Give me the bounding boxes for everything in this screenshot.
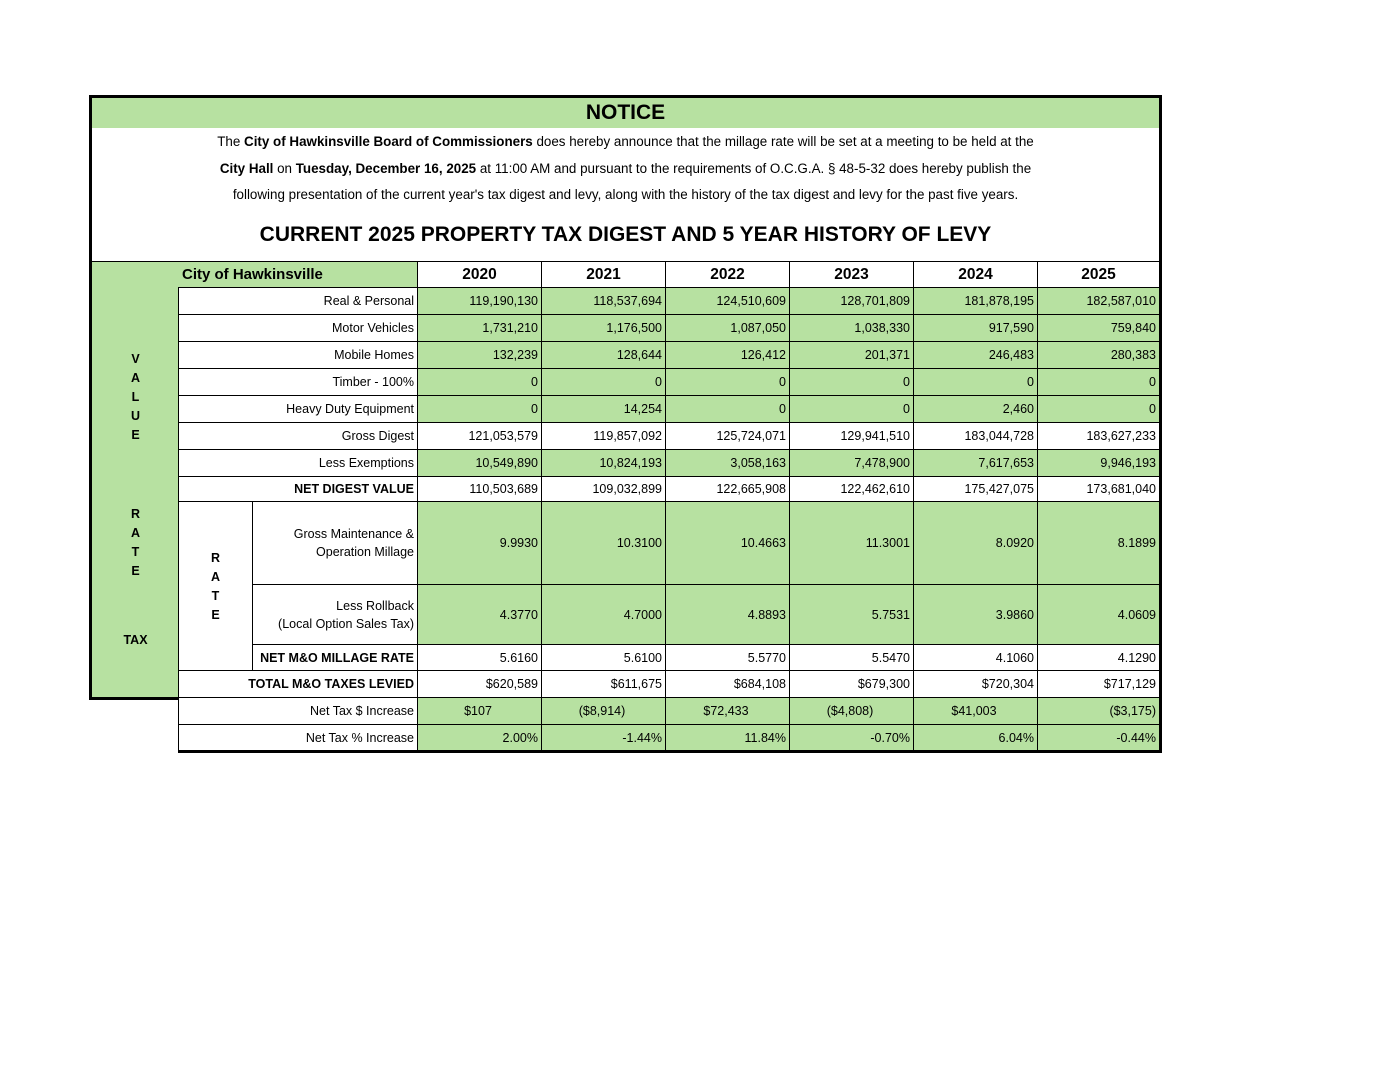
year-header: 2023 bbox=[789, 261, 914, 288]
value-cell: 125,724,071 bbox=[665, 422, 790, 450]
value-cell: 1,038,330 bbox=[789, 314, 914, 342]
inner-rate-label: R A T E bbox=[178, 501, 253, 671]
value-cell: 5.7531 bbox=[789, 584, 914, 645]
year-header: 2021 bbox=[541, 261, 666, 288]
value-cell: 4.0609 bbox=[1037, 584, 1162, 645]
value-cell: 917,590 bbox=[913, 314, 1038, 342]
value-cell: -0.44% bbox=[1037, 724, 1162, 753]
value-cell: 0 bbox=[1037, 395, 1162, 423]
value-cell: $72,433 bbox=[665, 697, 790, 725]
value-cell: ($8,914) bbox=[541, 697, 666, 725]
value-cell: 10,549,890 bbox=[417, 449, 542, 477]
value-cell: 0 bbox=[417, 395, 542, 423]
value-cell: 0 bbox=[541, 368, 666, 396]
value-cell: 119,190,130 bbox=[417, 287, 542, 315]
value-cell: $717,129 bbox=[1037, 670, 1162, 698]
value-cell: 183,044,728 bbox=[913, 422, 1038, 450]
value-cell: 0 bbox=[789, 368, 914, 396]
value-cell: 119,857,092 bbox=[541, 422, 666, 450]
value-cell: 8.0920 bbox=[913, 501, 1038, 585]
value-cell: $107 bbox=[417, 697, 542, 725]
value-cell: 0 bbox=[417, 368, 542, 396]
notice-text bbox=[89, 128, 1162, 209]
value-cell: 7,617,653 bbox=[913, 449, 1038, 477]
row-label: NET DIGEST VALUE bbox=[178, 476, 418, 502]
value-cell: 1,731,210 bbox=[417, 314, 542, 342]
row-label: Gross Digest bbox=[178, 422, 418, 450]
row-label: Mobile Homes bbox=[178, 341, 418, 369]
notice-line-2: City Hall on Tuesday, December 16, 2025 at 11:00 AM and pursuant to the requirements of O.C.G.A. § 48-5-32 does hereby publish the bbox=[219, 160, 1032, 176]
value-cell: 129,941,510 bbox=[789, 422, 914, 450]
value-cell: 181,878,195 bbox=[913, 287, 1038, 315]
value-cell: 5.5470 bbox=[789, 644, 914, 671]
value-cell: 9.9930 bbox=[417, 501, 542, 585]
value-cell: 10,824,193 bbox=[541, 449, 666, 477]
value-cell: 246,483 bbox=[913, 341, 1038, 369]
value-cell: 128,644 bbox=[541, 341, 666, 369]
row-label: Less Rollback (Local Option Sales Tax) bbox=[252, 584, 418, 645]
value-cell: 5.5770 bbox=[665, 644, 790, 671]
value-cell: 4.7000 bbox=[541, 584, 666, 645]
value-cell: 5.6100 bbox=[541, 644, 666, 671]
value-cell: 0 bbox=[789, 395, 914, 423]
value-cell: 183,627,233 bbox=[1037, 422, 1162, 450]
value-cell: 109,032,899 bbox=[541, 476, 666, 502]
value-cell: 118,537,694 bbox=[541, 287, 666, 315]
main-title: CURRENT 2025 PROPERTY TAX DIGEST AND 5 YEAR HISTORY OF LEVY bbox=[89, 208, 1162, 262]
value-side-label: V A L U E bbox=[89, 287, 179, 502]
value-cell: 173,681,040 bbox=[1037, 476, 1162, 502]
row-label: Real & Personal bbox=[178, 287, 418, 315]
value-cell: 4.8893 bbox=[665, 584, 790, 645]
value-cell: ($3,175) bbox=[1037, 697, 1162, 725]
value-cell: 2.00% bbox=[417, 724, 542, 753]
value-cell: 2,460 bbox=[913, 395, 1038, 423]
value-cell: 201,371 bbox=[789, 341, 914, 369]
value-cell: 4.1290 bbox=[1037, 644, 1162, 671]
city-header: City of Hawkinsville bbox=[89, 261, 418, 288]
year-header: 2020 bbox=[417, 261, 542, 288]
value-cell: 1,176,500 bbox=[541, 314, 666, 342]
value-cell: $720,304 bbox=[913, 670, 1038, 698]
value-cell: $611,675 bbox=[541, 670, 666, 698]
value-cell: 182,587,010 bbox=[1037, 287, 1162, 315]
value-cell: 122,665,908 bbox=[665, 476, 790, 502]
value-cell: -1.44% bbox=[541, 724, 666, 753]
row-label: Net Tax $ Increase bbox=[178, 697, 418, 725]
value-cell: 110,503,689 bbox=[417, 476, 542, 502]
value-cell: 132,239 bbox=[417, 341, 542, 369]
value-cell: 128,701,809 bbox=[789, 287, 914, 315]
value-cell: -0.70% bbox=[789, 724, 914, 753]
value-cell: 9,946,193 bbox=[1037, 449, 1162, 477]
row-label: Net Tax % Increase bbox=[178, 724, 418, 753]
row-label: Gross Maintenance & Operation Millage bbox=[252, 501, 418, 585]
value-cell: 0 bbox=[665, 368, 790, 396]
value-cell: $679,300 bbox=[789, 670, 914, 698]
value-cell: 126,412 bbox=[665, 341, 790, 369]
value-cell: 14,254 bbox=[541, 395, 666, 423]
row-label: NET M&O MILLAGE RATE bbox=[252, 644, 418, 671]
notice-line-3: following presentation of the current year's tax digest and levy, along with the history of the tax digest and levy for the past five years. bbox=[232, 187, 1019, 202]
row-label: Timber - 100% bbox=[178, 368, 418, 396]
value-cell: 6.04% bbox=[913, 724, 1038, 753]
value-cell: 3.9860 bbox=[913, 584, 1038, 645]
value-cell: 124,510,609 bbox=[665, 287, 790, 315]
value-cell: 0 bbox=[913, 368, 1038, 396]
value-cell: 8.1899 bbox=[1037, 501, 1162, 585]
value-cell: 122,462,610 bbox=[789, 476, 914, 502]
year-header: 2025 bbox=[1037, 261, 1162, 288]
value-cell: 11.84% bbox=[665, 724, 790, 753]
value-cell: 11.3001 bbox=[789, 501, 914, 585]
value-cell: $684,108 bbox=[665, 670, 790, 698]
year-header: 2024 bbox=[913, 261, 1038, 288]
value-cell: 759,840 bbox=[1037, 314, 1162, 342]
value-cell: 3,058,163 bbox=[665, 449, 790, 477]
value-cell: ($4,808) bbox=[789, 697, 914, 725]
row-label: Less Exemptions bbox=[178, 449, 418, 477]
notice-title: NOTICE bbox=[89, 95, 1162, 129]
row-label: Heavy Duty Equipment bbox=[178, 395, 418, 423]
notice-line-1: The City of Hawkinsville Board of Commissioners does hereby announce that the millage rate will be set at a meeting to be held at the bbox=[217, 134, 1034, 149]
value-cell: 280,383 bbox=[1037, 341, 1162, 369]
value-cell: 4.3770 bbox=[417, 584, 542, 645]
value-cell: 0 bbox=[1037, 368, 1162, 396]
value-cell: 7,478,900 bbox=[789, 449, 914, 477]
value-cell: 10.4663 bbox=[665, 501, 790, 585]
row-label: Motor Vehicles bbox=[178, 314, 418, 342]
value-cell: 5.6160 bbox=[417, 644, 542, 671]
row-label: TOTAL M&O TAXES LEVIED bbox=[178, 670, 418, 698]
value-cell: 10.3100 bbox=[541, 501, 666, 585]
value-cell: $620,589 bbox=[417, 670, 542, 698]
rate-side-label: R A T E bbox=[89, 501, 179, 585]
value-cell: 4.1060 bbox=[913, 644, 1038, 671]
value-cell: 121,053,579 bbox=[417, 422, 542, 450]
year-header: 2022 bbox=[665, 261, 790, 288]
value-cell: 175,427,075 bbox=[913, 476, 1038, 502]
value-cell: $41,003 bbox=[913, 697, 1038, 725]
value-cell: 0 bbox=[665, 395, 790, 423]
value-cell: 1,087,050 bbox=[665, 314, 790, 342]
tax-side-label: TAX bbox=[89, 584, 179, 700]
